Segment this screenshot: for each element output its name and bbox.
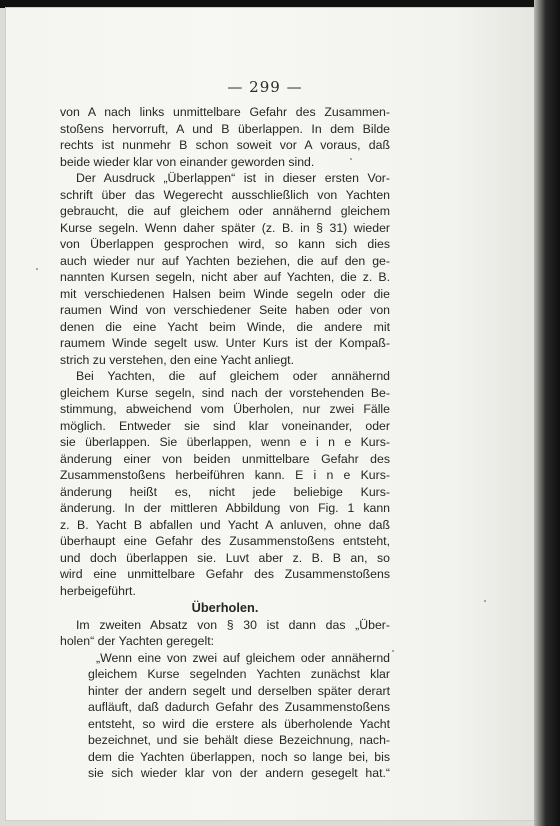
text-line: von A nach links unmittelbare Gefahr des Zusammen- — [60, 105, 390, 119]
text-line: Zusammenstoßens herbeiführen kann. E i n e Kurs- — [60, 468, 390, 482]
text-line: sie überlappen. Sie überlappen, wenn e i n e Kurs- — [60, 435, 390, 449]
text-line: hinter der andern segelt und derselben später derart — [88, 683, 390, 698]
text-line: mit verschiedenen Halsen beim Winde segeln oder die — [60, 286, 390, 301]
dust-speck — [350, 158, 352, 160]
dust-speck — [484, 600, 486, 602]
text-line: überhaupt eine Gefahr des Zusammenstoßens entsteht, — [60, 534, 390, 548]
section-heading: Überholen. — [191, 600, 259, 615]
text-line: rechts ist nunmehr B schon soweit vor A voraus, daß — [60, 138, 390, 152]
text-line: gleichem Kurse segelnden Yachten zunächst klar — [88, 667, 390, 681]
text-line: sie sich wieder klar von der andern gesegelt hat.“ — [88, 766, 390, 780]
text-line: raumem Winde segelt usw. Unter Kurs ist der Kompaß- — [60, 336, 390, 350]
text-line: von Überlappen gesprochen wird, so kann sich dies — [60, 237, 390, 251]
text-line: gebraucht, die auf gleichem oder annähernd gleichem — [60, 204, 390, 218]
text-line: änderung. In der mittleren Abbildung von Fig. 1 kann — [60, 501, 390, 515]
text-line: änderung einer von beiden unmittelbare Gefahr des — [60, 451, 390, 466]
text-line: Kurse segeln. Wenn daher später (z. B. in § 31) wieder — [60, 220, 390, 235]
text-line: möglich. Entweder sie sind klar voneinander, oder — [60, 418, 390, 433]
text-line: denen die eine Yacht beim Winde, die andere mit — [60, 319, 390, 334]
body-text — [60, 104, 390, 782]
text-line: auch wieder nur auf Yachten beziehen, die auf den ge- — [60, 253, 390, 268]
text-line: wird eine unmittelbare Gefahr des Zusammenstoßens — [60, 567, 390, 581]
text-line: stoßens hervorruft, A und B überlappen. In dem Bilde — [60, 121, 390, 136]
page-number: — 299 — — [227, 78, 303, 96]
text-line: z. B. Yacht B abfallen und Yacht A anluven, ohne daß — [60, 517, 390, 532]
text-line: bezeichnet, und sie behält diese Bezeichnung, nach- — [88, 733, 390, 747]
text-line: gleichem Kurse segeln, sind nach der vorstehenden Be- — [60, 385, 390, 400]
text-line: und doch überlappen sie. Luvt aber z. B. B an, so — [60, 550, 390, 565]
text-line: Bei Yachten, die auf gleichem oder annähernd — [76, 369, 390, 383]
book-spine-shadow — [534, 0, 560, 826]
dust-speck — [36, 268, 38, 270]
text-line: strich zu verstehen, den eine Yacht anliegt. — [60, 352, 295, 367]
text-line: raumen Wind von verschiedener Seite haben oder von — [60, 303, 390, 317]
scan-top-border — [0, 0, 560, 8]
text-line: stimmung, abweichend vom Überholen, nur zwei Fälle — [60, 402, 390, 416]
text-line: schrift über das Wegerecht ausschließlich von Yachten — [60, 187, 390, 202]
text-line: nannten Kursen segeln, nicht aber auf Yachten, die z. B. — [60, 270, 390, 284]
text-line: änderung heißt es, nicht jede beliebige Kurs- — [60, 484, 390, 499]
text-line: „Wenn eine von zwei auf gleichem oder annähernd — [96, 650, 390, 665]
text-line: Der Ausdruck „Überlappen“ ist in dieser ersten Vor- — [76, 171, 390, 185]
text-line: aufläuft, daß dadurch Gefahr des Zusammenstoßens — [88, 700, 390, 714]
dust-speck — [392, 650, 394, 652]
text-line: Im zweiten Absatz von § 30 ist dann das „Über- — [76, 617, 390, 632]
text-line: entsteht, so wird die erstere als überholende Yacht — [88, 716, 390, 731]
text-line: beide wieder klar von einander geworden sind. — [60, 154, 315, 169]
text-line: herbeigeführt. — [60, 583, 136, 598]
text-line: dem die Yachten überlappen, noch so lange bei, bis — [88, 749, 390, 764]
text-line: holen“ der Yachten geregelt: — [60, 634, 215, 648]
